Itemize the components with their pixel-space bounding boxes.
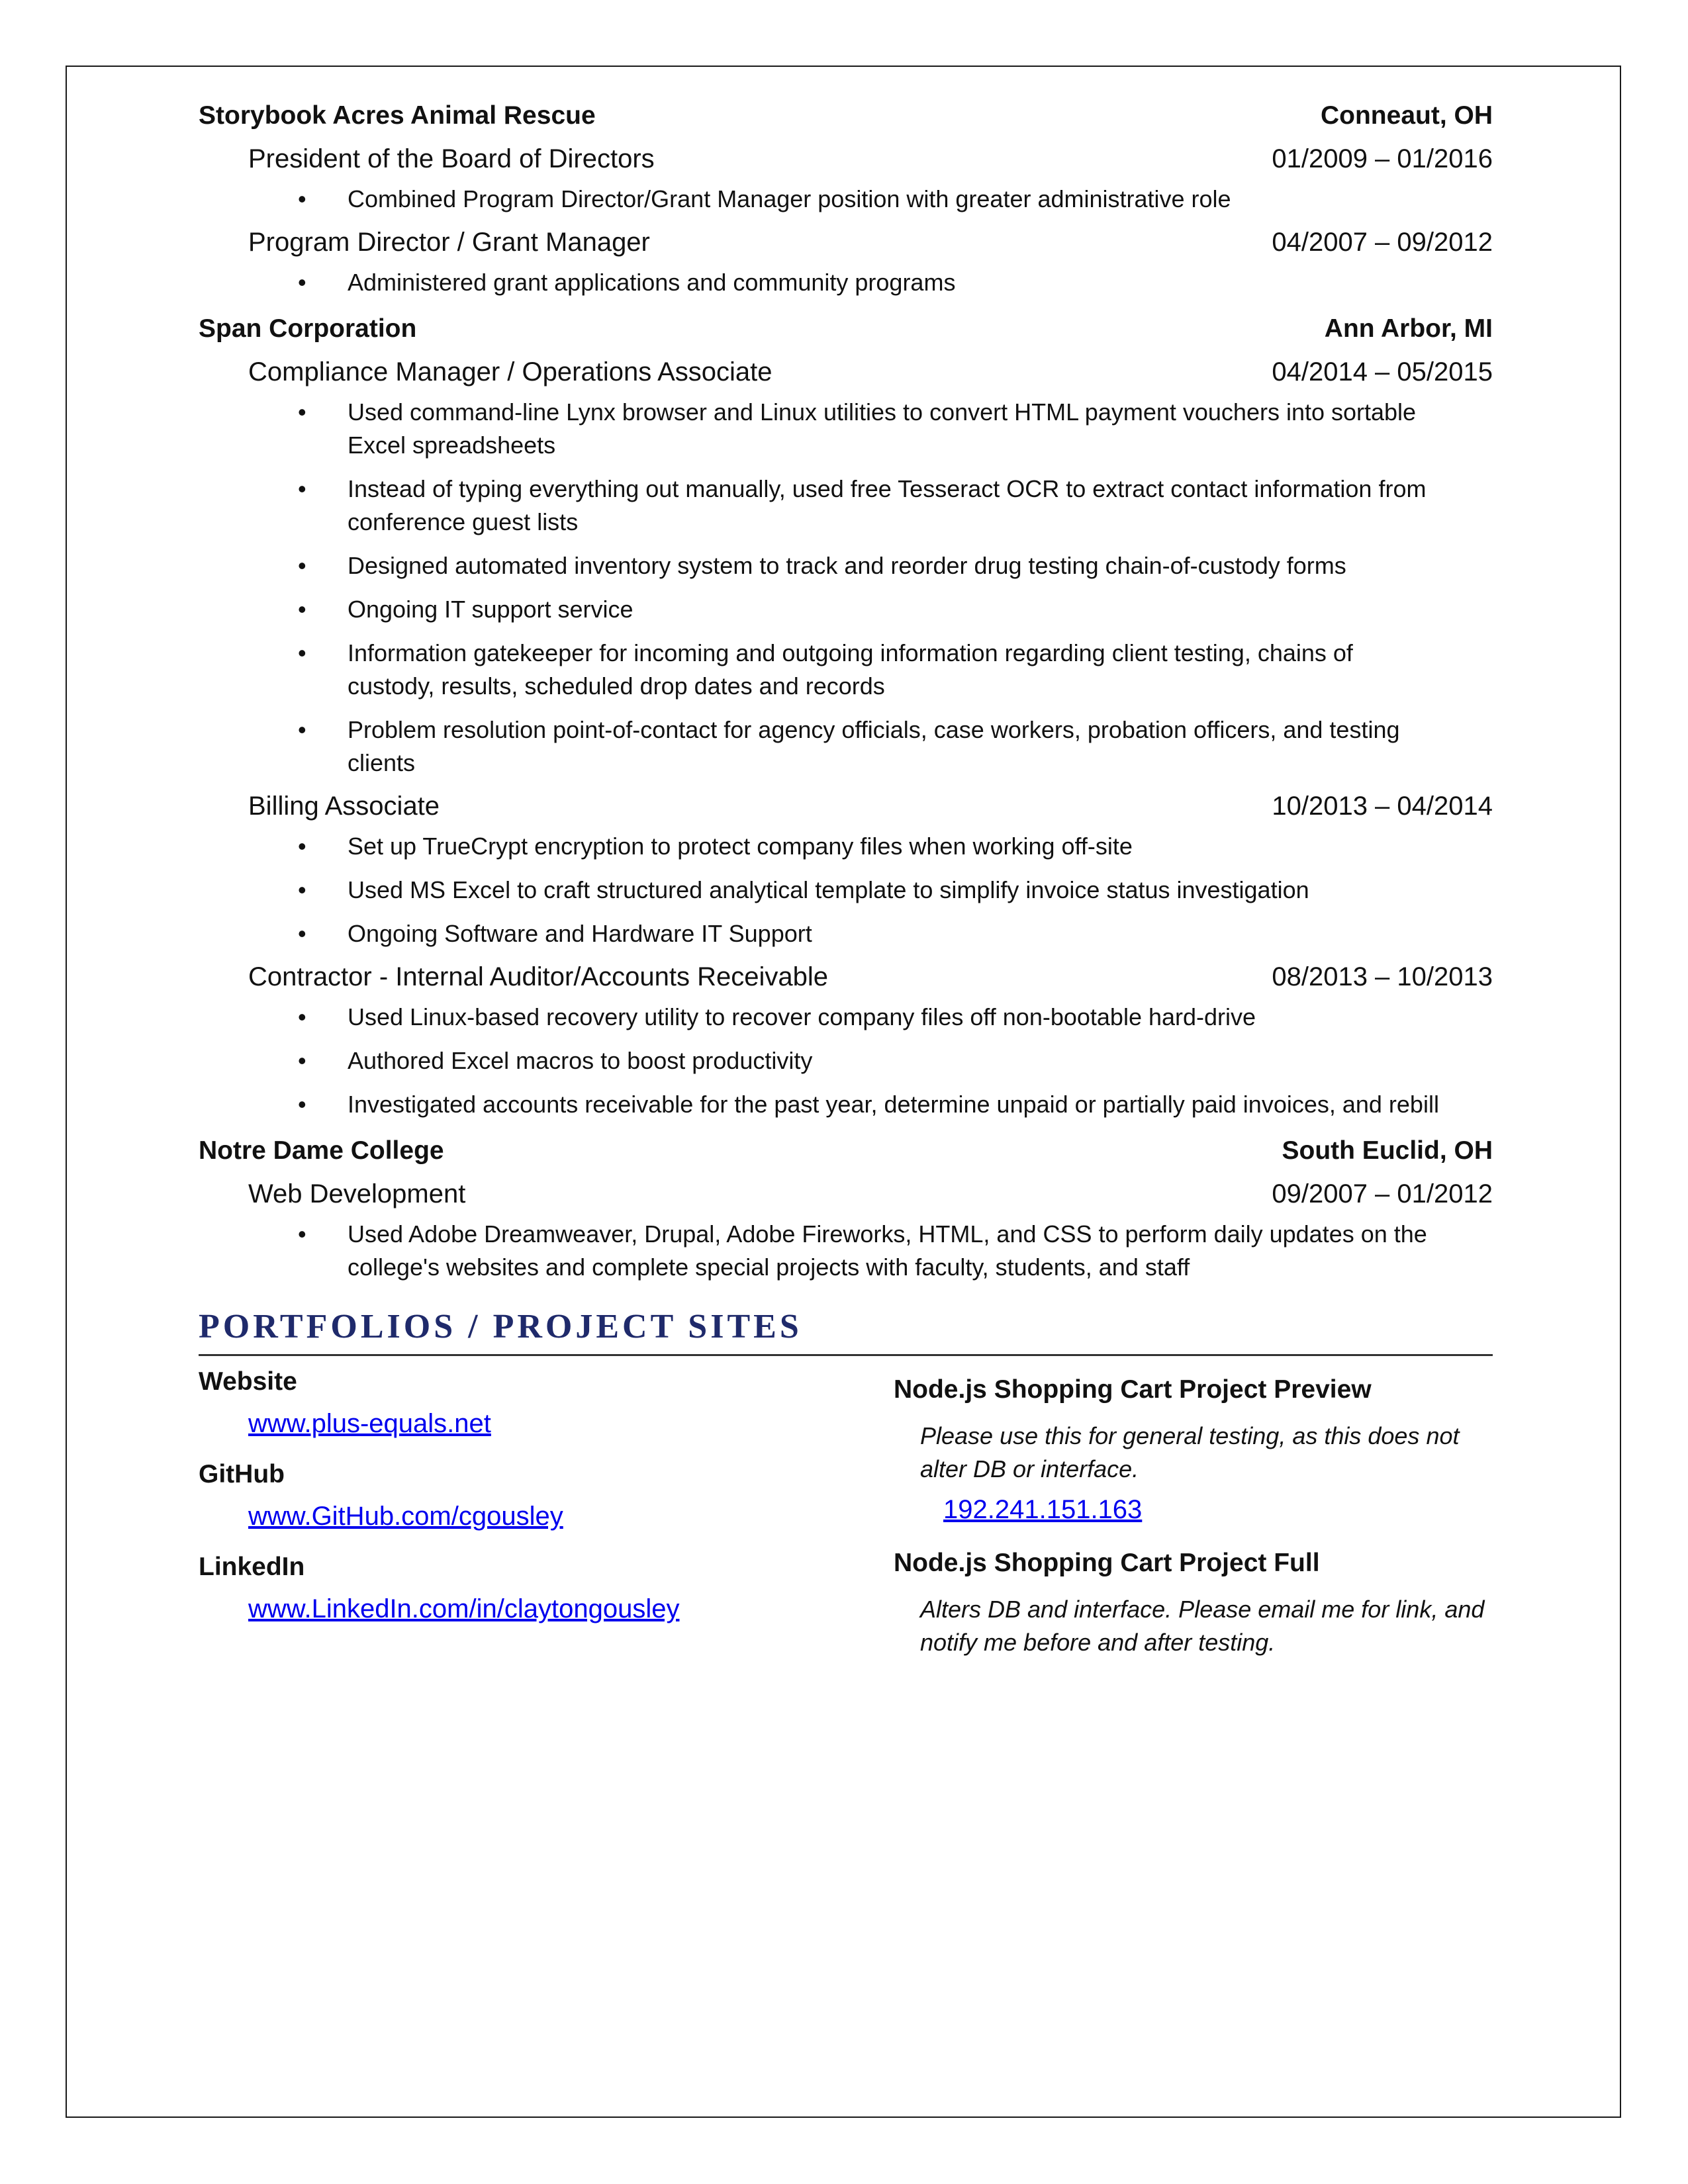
linkedin-label: LinkedIn — [199, 1553, 305, 1581]
list-item — [199, 713, 1440, 780]
bullet-text: Investigated accounts receivable for the past year, determine unpaid or partially paid invoices, and rebill — [348, 1091, 1439, 1118]
project-preview-title: Node.js Shopping Cart Project Preview — [894, 1375, 1372, 1404]
role-header — [199, 225, 1493, 259]
portfolio-projects — [894, 1365, 1493, 1659]
role-title: Web Development — [248, 1179, 466, 1208]
project-preview-note: Please use this for general testing, as this does not alter DB or interface. — [920, 1422, 1460, 1482]
bullet-icon: • — [298, 269, 306, 296]
role-header — [199, 1177, 1493, 1211]
org-location: South Euclid, OH — [1282, 1136, 1493, 1165]
role-title: Program Director / Grant Manager — [248, 228, 650, 257]
project-full-note: Alters DB and interface. Please email me for link, and notify me before and after testing. — [920, 1596, 1485, 1656]
bullet-icon: • — [298, 596, 306, 623]
bullet-icon: • — [298, 1220, 306, 1248]
org-name: Notre Dame College — [199, 1136, 444, 1165]
org-name: Span Corporation — [199, 314, 417, 343]
role-header — [199, 355, 1493, 389]
list-item — [199, 183, 1440, 216]
role-header — [199, 960, 1493, 994]
bullet-icon: • — [298, 876, 306, 903]
linkedin-link[interactable]: www.LinkedIn.com/in/claytongousley — [248, 1594, 680, 1623]
bullet-text: Combined Program Director/Grant Manager position with greater administrative role — [348, 185, 1231, 212]
bullet-text: Used command-line Lynx browser and Linux utilities to convert HTML payment vouchers into sortable Excel spreadsheets — [348, 398, 1417, 459]
bullet-text: Problem resolution point-of-contact for agency officials, case workers, probation officers, and testing clients — [348, 716, 1400, 776]
bullet-icon: • — [298, 1091, 306, 1118]
role-dates: 10/2013 – 04/2014 — [1272, 792, 1493, 821]
list-item — [199, 593, 1440, 626]
list-item — [199, 917, 1440, 950]
bullet-icon: • — [298, 552, 306, 579]
resume-page — [199, 99, 1493, 1659]
bullet-list — [199, 183, 1493, 216]
portfolio-columns — [199, 1365, 1493, 1659]
org-header — [199, 312, 1493, 345]
bullet-icon: • — [298, 920, 306, 947]
github-link[interactable]: www.GitHub.com/cgousley — [248, 1502, 563, 1531]
list-item — [199, 1044, 1440, 1077]
project-full-title: Node.js Shopping Cart Project Full — [894, 1549, 1320, 1577]
experience-section — [199, 99, 1493, 1284]
bullet-list — [199, 1218, 1493, 1284]
bullet-text: Used MS Excel to craft structured analytical template to simplify invoice status investigation — [348, 876, 1309, 903]
bullet-text: Authored Excel macros to boost productivity — [348, 1047, 813, 1074]
github-label: GitHub — [199, 1460, 285, 1488]
list-item — [199, 473, 1440, 539]
bullet-text: Instead of typing everything out manually, used free Tesseract OCR to extract contact information from conference guest lists — [348, 475, 1427, 535]
bullet-icon: • — [298, 185, 306, 212]
org-header — [199, 99, 1493, 132]
website-link[interactable]: www.plus-equals.net — [248, 1409, 491, 1438]
bullet-icon: • — [298, 1003, 306, 1030]
role-dates: 04/2014 – 05/2015 — [1272, 357, 1493, 387]
org-header — [199, 1134, 1493, 1167]
portfolio-links — [199, 1365, 894, 1659]
website-label: Website — [199, 1367, 297, 1396]
bullet-text: Administered grant applications and community programs — [348, 269, 956, 296]
org-location: Conneaut, OH — [1321, 101, 1493, 130]
bullet-text: Ongoing IT support service — [348, 596, 633, 623]
role-dates: 08/2013 – 10/2013 — [1272, 962, 1493, 991]
bullet-text: Information gatekeeper for incoming and outgoing information regarding client testing, chains of custody, results, scheduled drop dates and records — [348, 639, 1353, 700]
list-item — [199, 1218, 1440, 1284]
role-title: Compliance Manager / Operations Associate — [248, 357, 773, 387]
bullet-list — [199, 1001, 1493, 1121]
bullet-icon: • — [298, 398, 306, 426]
role-dates: 01/2009 – 01/2016 — [1272, 144, 1493, 173]
role-title: President of the Board of Directors — [248, 144, 655, 173]
bullet-text: Ongoing Software and Hardware IT Support — [348, 920, 812, 947]
role-dates: 04/2007 – 09/2012 — [1272, 228, 1493, 257]
role-header — [199, 142, 1493, 176]
project-preview-link[interactable]: 192.241.151.163 — [943, 1495, 1143, 1524]
list-item — [199, 549, 1440, 582]
bullet-text: Used Adobe Dreamweaver, Drupal, Adobe Fireworks, HTML, and CSS to perform daily updates on the college's websites and complete special projects with faculty, students, and staff — [348, 1220, 1427, 1281]
list-item — [199, 830, 1440, 863]
bullet-list — [199, 830, 1493, 950]
list-item — [199, 396, 1440, 462]
section-divider — [199, 1354, 1493, 1356]
role-header — [199, 789, 1493, 823]
role-title: Billing Associate — [248, 792, 440, 821]
bullet-text: Designed automated inventory system to track and reorder drug testing chain-of-custody forms — [348, 552, 1346, 579]
list-item — [199, 637, 1440, 703]
bullet-list — [199, 266, 1493, 299]
list-item — [199, 1001, 1440, 1034]
bullet-icon: • — [298, 716, 306, 743]
role-title: Contractor - Internal Auditor/Accounts Receivable — [248, 962, 828, 991]
bullet-icon: • — [298, 475, 306, 502]
bullet-text: Set up TrueCrypt encryption to protect company files when working off-site — [348, 833, 1133, 860]
role-dates: 09/2007 – 01/2012 — [1272, 1179, 1493, 1208]
bullet-icon: • — [298, 639, 306, 666]
bullet-icon: • — [298, 833, 306, 860]
list-item — [199, 266, 1440, 299]
portfolio-heading: PORTFOLIOS / PROJECT SITES — [199, 1308, 802, 1345]
org-location: Ann Arbor, MI — [1324, 314, 1493, 343]
list-item — [199, 1088, 1440, 1121]
list-item — [199, 874, 1440, 907]
bullet-text: Used Linux-based recovery utility to recover company files off non-bootable hard-drive — [348, 1003, 1256, 1030]
bullet-icon: • — [298, 1047, 306, 1074]
bullet-list — [199, 396, 1493, 780]
org-name: Storybook Acres Animal Rescue — [199, 101, 596, 130]
